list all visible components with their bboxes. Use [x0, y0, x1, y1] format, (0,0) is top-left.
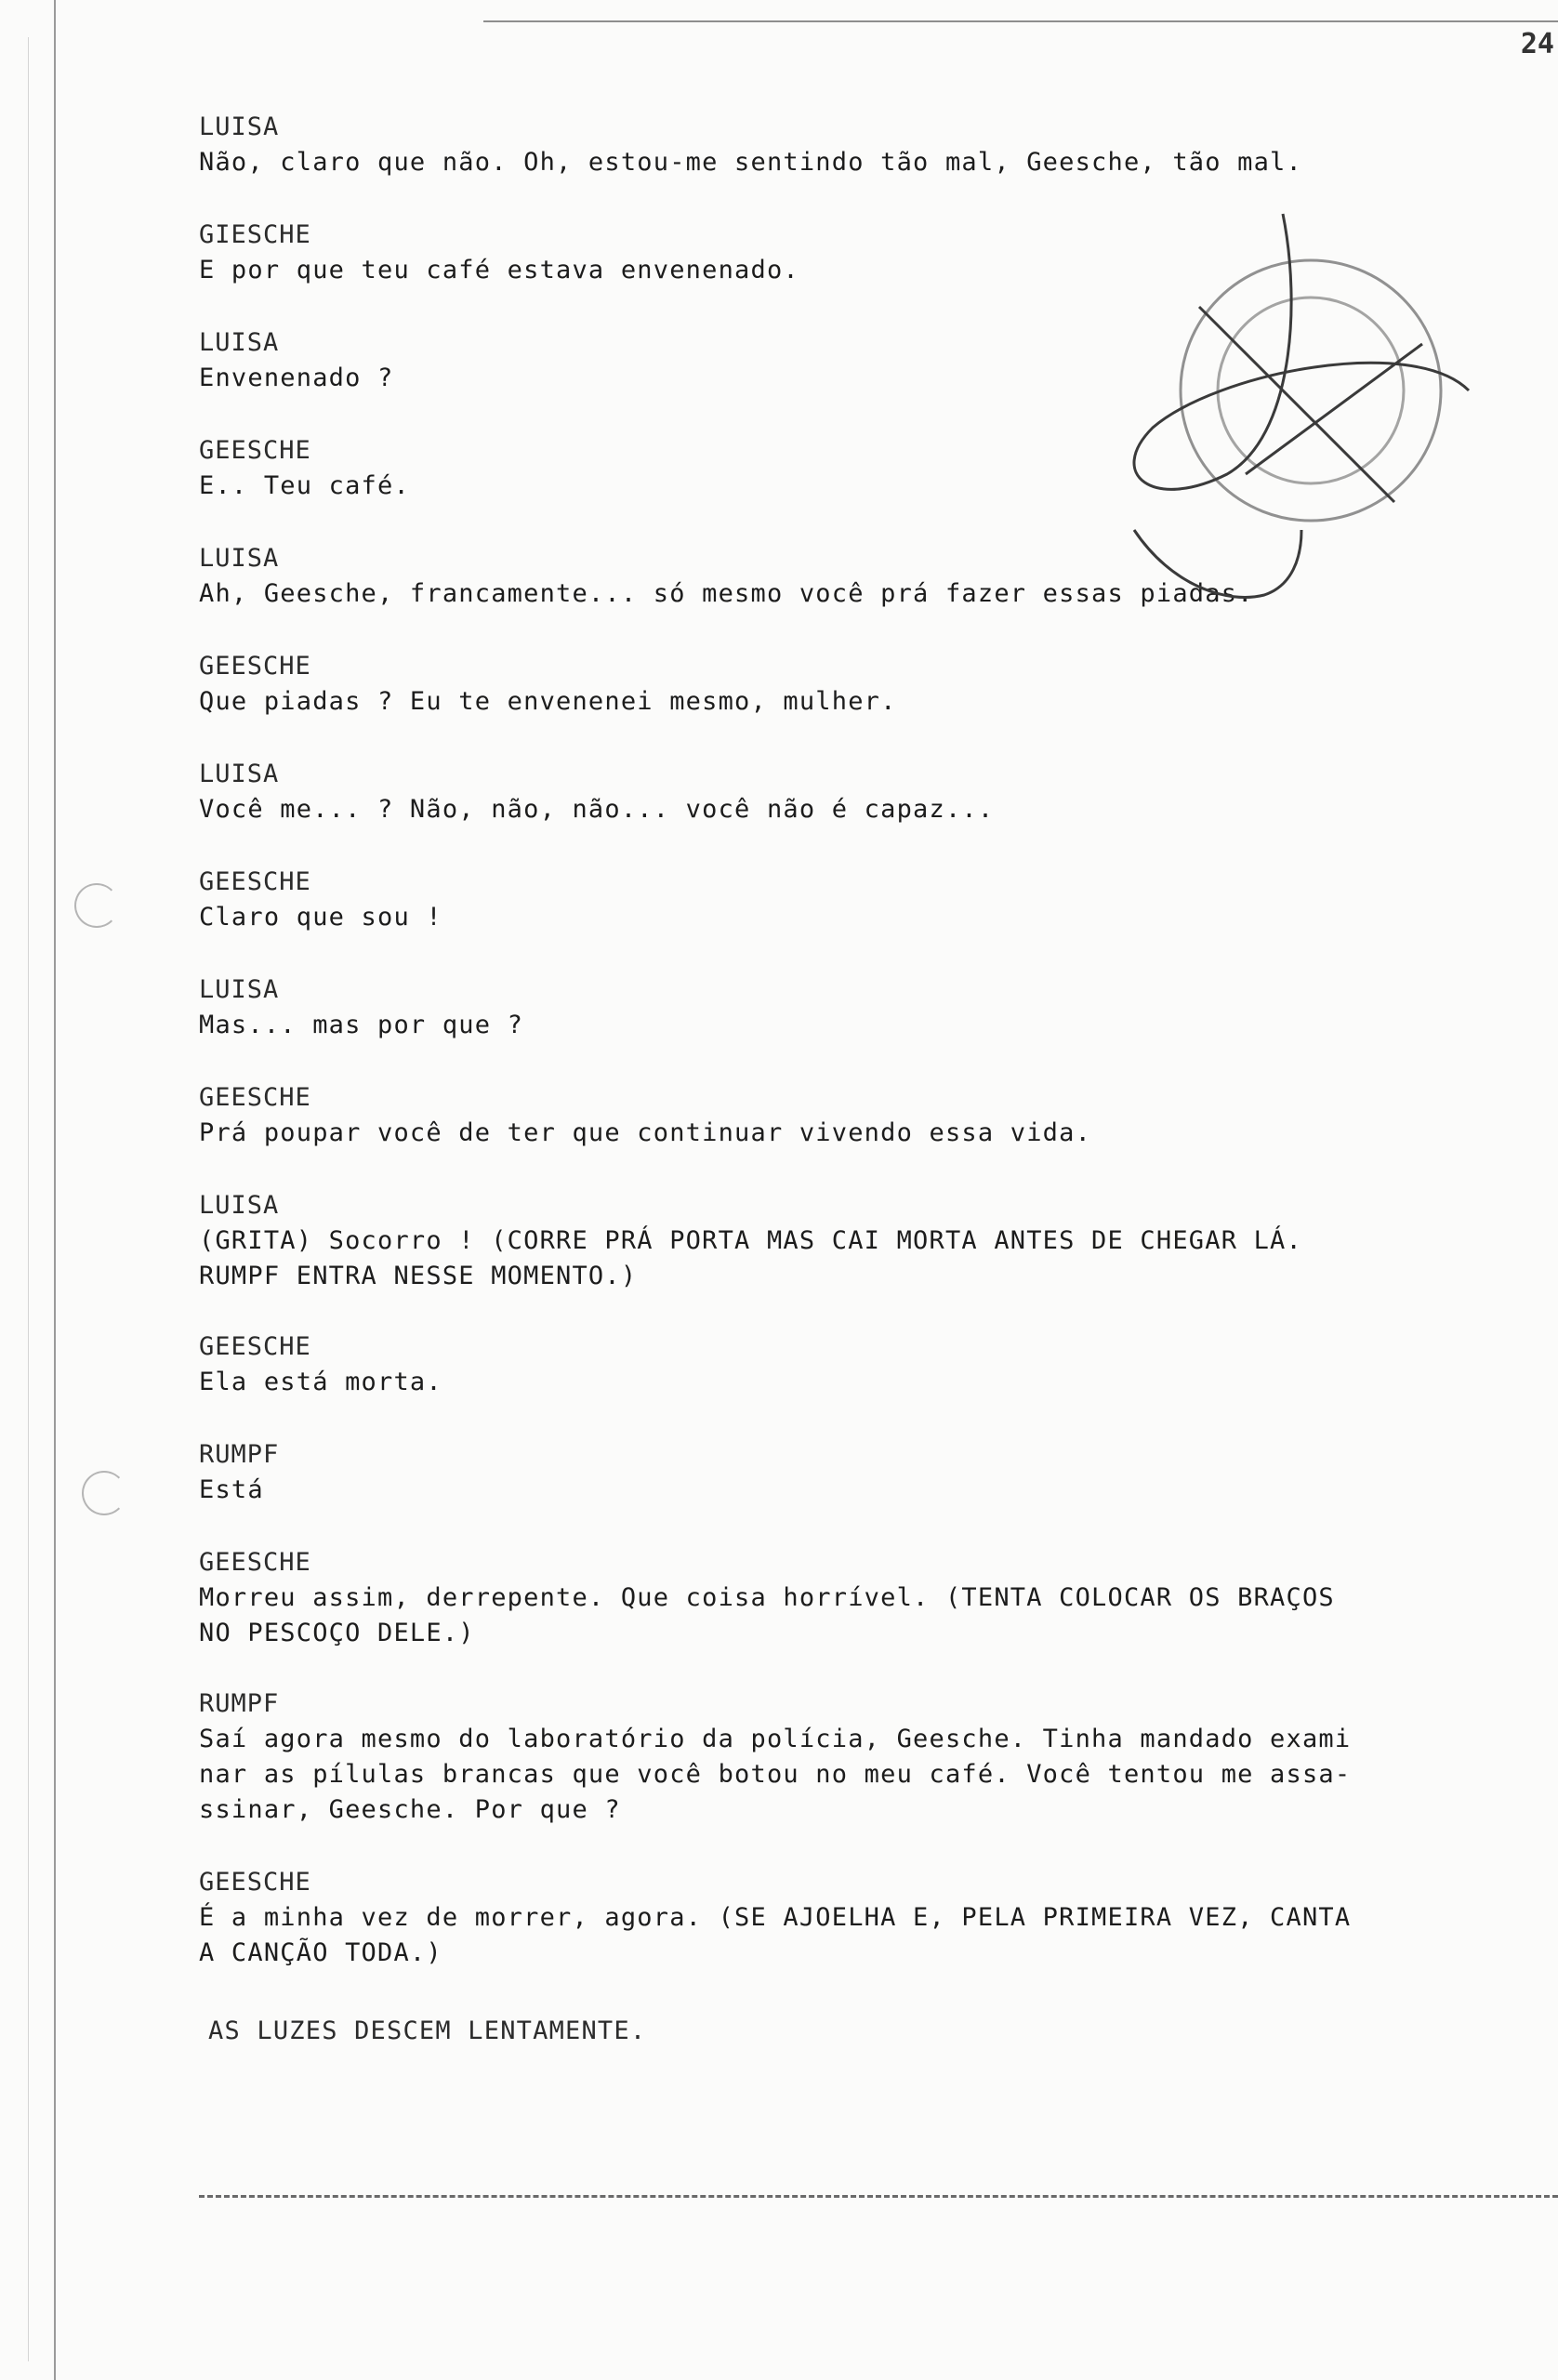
dialogue-block	[199, 325, 393, 433]
dialogue-block	[199, 757, 994, 865]
speaker-name: RUMPF	[199, 1440, 280, 1469]
dialogue-block	[199, 1080, 1091, 1188]
speaker-name: GEESCHE	[199, 436, 311, 465]
punch-hole-icon	[74, 883, 119, 928]
dialogue-line: Envenenado ?	[199, 364, 394, 392]
official-stamp-icon	[1116, 195, 1506, 632]
dialogue-line: Você me... ? Não, não, não... você não é capaz...	[199, 795, 995, 824]
dialogue-line: Mas... mas por que ?	[199, 1011, 524, 1039]
page-binding-line	[28, 37, 29, 2361]
dialogue-block	[199, 1329, 442, 1437]
speaker-name: GIESCHE	[199, 220, 311, 249]
speaker-name: RUMPF	[199, 1689, 280, 1718]
dialogue-line: Está	[199, 1475, 264, 1504]
dialogue-line: Claro que sou !	[199, 903, 442, 932]
speaker-name: GEESCHE	[199, 652, 311, 681]
speaker-name: LUISA	[199, 328, 280, 357]
speaker-name: GEESCHE	[199, 1548, 311, 1577]
dialogue-line: Saí agora mesmo do laboratório da polícia, Geesche. Tinha mandado exami	[199, 1725, 1352, 1753]
end-divider	[199, 2195, 1558, 2198]
dialogue-line: Prá poupar você de ter que continuar vivendo essa vida.	[199, 1118, 1092, 1147]
dialogue-line: E por que teu café estava envenenado.	[199, 256, 799, 284]
stage-direction-closing: AS LUZES DESCEM LENTAMENTE.	[208, 2016, 647, 2045]
speaker-name: GEESCHE	[199, 1083, 311, 1112]
dialogue-block	[199, 649, 897, 757]
dialogue-block	[199, 1545, 1335, 1653]
page-number: 24	[1520, 28, 1554, 60]
dialogue-block	[199, 1437, 279, 1545]
dialogue-block	[199, 1686, 1352, 1824]
speaker-name: LUISA	[199, 975, 280, 1004]
dialogue-line: Morreu assim, derrepente. Que coisa horrível. (TENTA COLOCAR OS BRAÇOS	[199, 1583, 1335, 1612]
page-left-edge	[54, 0, 56, 2380]
page-top-edge	[483, 20, 1558, 22]
dialogue-block	[199, 1865, 1351, 1973]
dialogue-line: ssinar, Geesche. Por que ?	[199, 1795, 621, 1824]
punch-hole-icon	[82, 1471, 126, 1515]
dialogue-line: NO PESCOÇO DELE.)	[199, 1619, 475, 1647]
speaker-name: GEESCHE	[199, 867, 311, 896]
dialogue-line: (GRITA) Socorro ! (CORRE PRÁ PORTA MAS CAI MORTA ANTES DE CHEGAR LÁ.	[199, 1226, 1302, 1255]
dialogue-block	[199, 218, 799, 325]
speaker-name: LUISA	[199, 112, 280, 141]
dialogue-block	[199, 1188, 1302, 1296]
dialogue-block	[199, 972, 523, 1080]
speaker-name: LUISA	[199, 760, 280, 788]
dialogue-line: Que piadas ? Eu te envenenei mesmo, mulher.	[199, 687, 897, 716]
dialogue-line: Ela está morta.	[199, 1368, 442, 1396]
dialogue-block	[199, 865, 442, 972]
speaker-name: LUISA	[199, 1191, 280, 1220]
dialogue-line: E.. Teu café.	[199, 471, 410, 500]
dialogue-line: É a minha vez de morrer, agora. (SE AJOELHA E, PELA PRIMEIRA VEZ, CANTA	[199, 1903, 1352, 1932]
dialogue-line: RUMPF ENTRA NESSE MOMENTO.)	[199, 1262, 638, 1290]
dialogue-line: Não, claro que não. Oh, estou-me sentindo tão mal, Geesche, tão mal.	[199, 148, 1302, 177]
dialogue-line: nar as pílulas brancas que você botou no meu café. Você tentou me assa-	[199, 1760, 1352, 1789]
dialogue-line: A CANÇÃO TODA.)	[199, 1938, 442, 1967]
dialogue-block	[199, 433, 410, 541]
speaker-name: LUISA	[199, 544, 280, 573]
dialogue-block	[199, 541, 1254, 649]
dialogue-line: Ah, Geesche, francamente... só mesmo você prá fazer essas piadas.	[199, 579, 1254, 608]
speaker-name: GEESCHE	[199, 1332, 311, 1361]
speaker-name: GEESCHE	[199, 1868, 311, 1897]
